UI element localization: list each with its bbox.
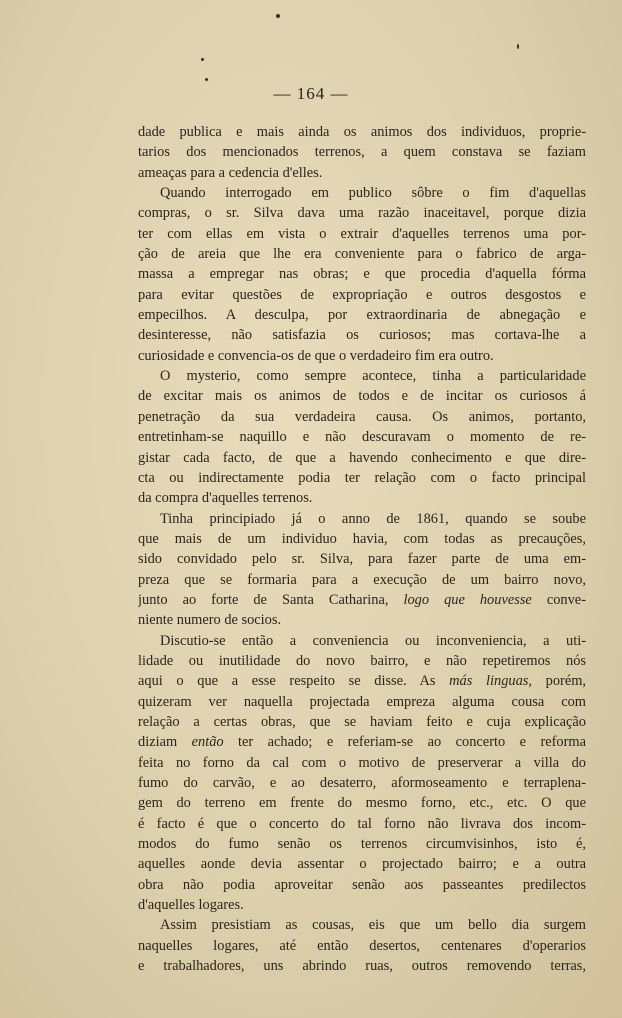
text-line: e trabalhadores, uns abrindo ruas, outros removendo terras, [138, 958, 586, 975]
text-line: modos do fumo senão os terrenos circumvisinhos, isto é, [138, 836, 586, 853]
text-line: junto ao forte de Santa Catharina, logo que houvesse conve- [138, 591, 586, 608]
body-text [138, 122, 586, 976]
text-line: O mysterio, como sempre acontece, tinha a particularidade [160, 368, 586, 385]
text-line: quizeram ver naquella projectada empreza alguma cousa com [138, 693, 586, 710]
text-line: aqui o que a esse respeito se disse. As más linguas, porém, [138, 673, 586, 690]
ink-speck [201, 58, 204, 61]
text-line: aquelles aonde devia assentar o projectado bairro; e a outra [138, 856, 586, 873]
ink-speck [205, 78, 208, 81]
text-line: massa a empregar nas obras; e que procedia d'aquella fórma [138, 266, 586, 283]
text-line: sido convidado pelo sr. Silva, para fazer parte de uma em- [138, 551, 586, 568]
text-line: gem do terreno em frente do mesmo forno, etc., etc. O que [138, 795, 586, 812]
text-line: cta ou indirectamente podia ter relação com o facto principal [138, 469, 586, 486]
text-line: naquelles logares, até então desertos, centenares d'operarios [138, 937, 586, 954]
text-line: compras, o sr. Silva dava uma razão inaceitavel, porque dizia [138, 205, 586, 222]
text-line: desinteresse, não satisfazia os curiosos; mas cortava-lhe a [138, 327, 586, 344]
page-number: — 164 — [273, 84, 349, 103]
italic-phrase: então [191, 734, 224, 751]
text-line: obra não podia aproveitar senão aos passeantes predilectos [138, 876, 586, 893]
text-line: ameaças para a cedencia d'elles. [138, 164, 323, 181]
text-line: ção de areia que lhe era conveniente para o fabrico de arga- [138, 246, 586, 263]
italic-phrase: más linguas [449, 673, 529, 690]
text-line: para evitar questões de expropriação e outros desgostos e [138, 286, 586, 303]
text-line: Discutio-se então a conveniencia ou inconveniencia, a uti- [160, 632, 586, 649]
text-line: de excitar mais os animos de todos e de incitar os curiosos á [138, 388, 586, 405]
text-line: entretinham-se naquillo e não descuravam o momento de re- [138, 429, 586, 446]
text-line: Tinha principiado já o anno de 1861, quando se soube [160, 510, 586, 527]
text-line: niente numero de socios. [138, 612, 282, 629]
text-line: d'aquelles logares. [138, 897, 244, 914]
text-line: feita no forno da cal com o motivo de preserverar a villa do [138, 754, 586, 771]
text-line: da compra d'aquelles terrenos. [138, 490, 313, 507]
text-line: penetração da sua verdadeira causa. Os animos, portanto, [138, 408, 586, 425]
text-line: tarios dos mencionados terrenos, a quem constava se faziam [138, 144, 586, 161]
text-line: dade publica e mais ainda os animos dos individuos, proprie- [138, 124, 586, 140]
text-line: Assim presistiam as cousas, eis que um bello dia surgem [160, 917, 586, 934]
text-line: curiosidade e convencia-os de que o verdadeiro fim era outro. [138, 347, 494, 364]
text-line: ter com ellas em vista o extrair d'aquelles terrenos uma por- [138, 225, 586, 242]
ink-speck [517, 44, 519, 49]
text-line: diziam então ter achado; e referiam-se ao concerto e reforma [138, 734, 586, 751]
text-line: Quando interrogado em publico sôbre o fim d'aquellas [160, 185, 586, 202]
text-line: lidade ou inutilidade do novo bairro, e não repetiremos nós [138, 652, 586, 669]
text-line: empecilhos. A desculpa, por extraordinaria de abnegação e [138, 307, 586, 324]
text-line: fumo do carvão, e ao desaterro, aformoseamento e terraplena- [138, 775, 586, 791]
text-line: que mais de um individuo havia, com todas as precauções, [138, 530, 586, 547]
italic-phrase: logo que houvesse [403, 591, 532, 608]
text-line: gistar cada facto, de que a havendo conhecimento e que dire- [138, 449, 586, 466]
ink-speck [276, 14, 280, 18]
text-line: é facto é que o concerto do tal forno não livrava dos incom- [138, 815, 586, 832]
text-line: relação a certas obras, que se haviam feito e cuja explicação [138, 713, 586, 730]
text-line: preza que se formaria para a execução de um bairro novo, [138, 571, 586, 588]
